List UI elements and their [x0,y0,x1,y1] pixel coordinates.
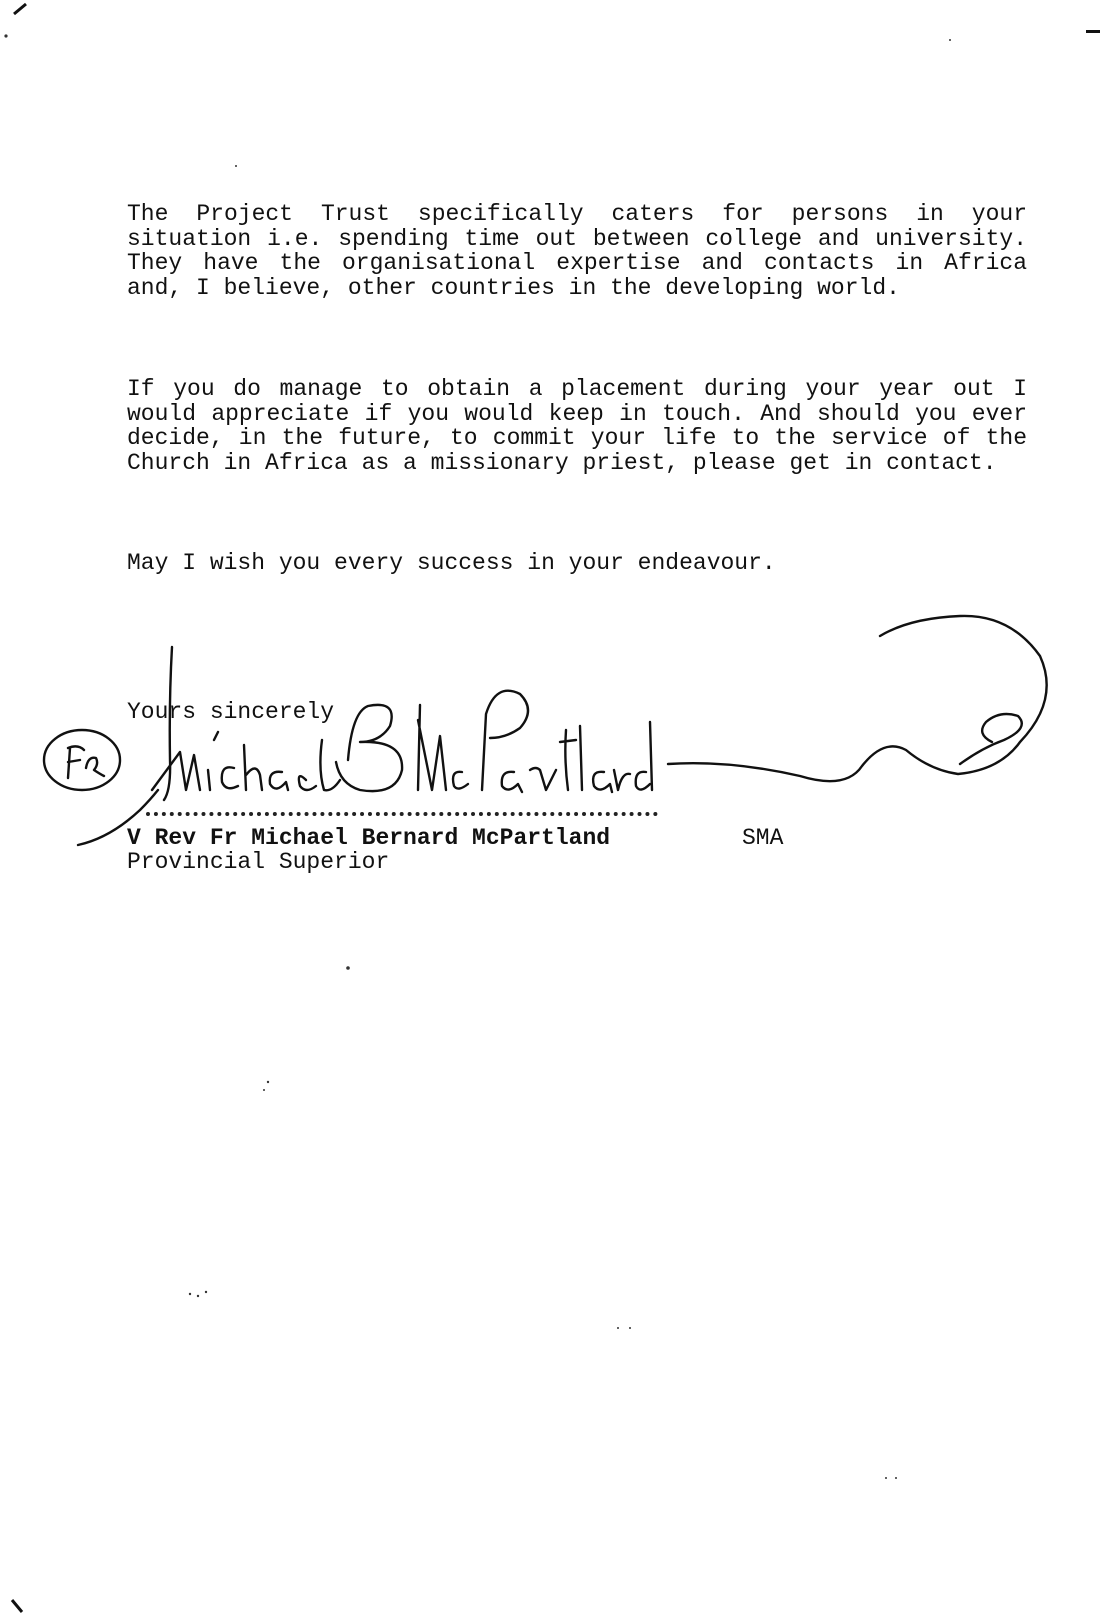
signature-stroke-sweep [78,790,158,845]
signatory-name: V Rev Fr Michael Bernard McPartland [127,825,611,851]
signatory-title: Provincial Superior [127,849,390,875]
signature-M1 [152,752,200,790]
closing-line: Yours sincerely [127,699,335,725]
scan-artifacts [4,4,1100,1612]
body-paragraph-2: If you do manage to obtain a placement during your year out I would appreciate if you would keep in touch. And should you ever decide, in the future, to commit your life to the service of the Church in Africa as a missionary priest, please get in contact. [127,376,1027,476]
signature-stroke-vertical [164,647,172,800]
initials-fr-mark [68,746,104,778]
body-paragraph-3: May I wish you every success in your endeavour. [127,550,776,576]
signatory-suffix: SMA [742,825,784,851]
signature-B [336,705,402,791]
signature-M2 [418,705,446,790]
signature-flourish [668,616,1047,781]
initials-circle [44,730,120,790]
body-paragraph-1: The Project Trust specifically caters for persons in your situation i.e. spending time out between college and university. They have the organisational expertise and contacts in Africa and, I believe, other countries in the developing world. [127,201,1027,301]
